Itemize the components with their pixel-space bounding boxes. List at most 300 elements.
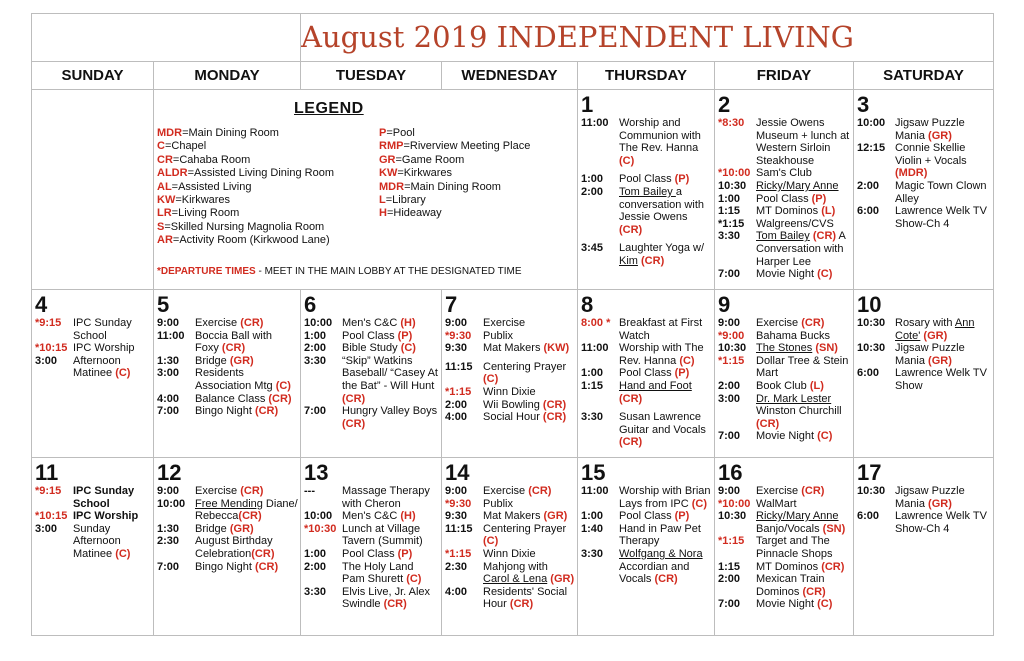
event-time: *9:30: [445, 497, 472, 510]
legend-item: [157, 194, 334, 207]
legend-definition: =Main Dining Room: [182, 127, 279, 139]
event-time: 10:30: [857, 485, 886, 497]
event-description: Publix: [483, 497, 513, 510]
event-time: *1:15: [445, 547, 472, 560]
event-description: Target and The Pinnacle Shops: [756, 535, 833, 560]
event-description: MT Dominos (CR): [756, 560, 845, 573]
legend-definition: =Activity Room (Kirkwood Lane): [172, 234, 330, 247]
event-time: 3:00: [718, 392, 741, 405]
event-description: Pool Class (P): [619, 173, 690, 186]
title-row: [32, 14, 994, 62]
event-item: [445, 342, 575, 355]
event-description: Bible Study (C): [342, 342, 416, 355]
event-item: [718, 380, 851, 393]
event-time: 2:00: [445, 398, 468, 411]
day-header-monday: MONDAY: [154, 62, 301, 90]
event-item: [718, 193, 851, 206]
event-time: 1:15: [581, 379, 604, 392]
event-time: 4:00: [445, 411, 468, 424]
event-time: 3:00: [35, 522, 58, 535]
event-description: Ricky/Mary Anne Banjo/Vocals (SN): [756, 510, 846, 535]
day-cell: [854, 458, 994, 636]
event-time: 8:00 *: [581, 317, 611, 329]
departure-note: [157, 265, 522, 278]
event-item: [857, 342, 991, 367]
event-description: Dr. Mark Lester Winston Churchill (CR): [756, 392, 842, 430]
legend-definition: =Main Dining Room: [404, 180, 501, 193]
event-time: 9:00: [718, 317, 741, 329]
event-time: 6:00: [857, 205, 880, 218]
event-item: [445, 317, 575, 330]
event-description: Hand in Paw Pet Therapy: [619, 522, 701, 548]
event-item: [445, 386, 575, 399]
event-item: [157, 498, 298, 523]
event-item: [157, 317, 298, 330]
legend-key: GR: [379, 153, 396, 166]
event-description: Worship with Brian Lays from IPC (C): [619, 485, 711, 510]
event-item: [445, 561, 575, 586]
event-description: Exercise (CR): [756, 317, 825, 329]
event-item: [581, 411, 712, 449]
event-item: [857, 510, 991, 535]
event-description: Bingo Night (CR): [195, 405, 279, 418]
page-title: August 2019 INDEPENDENT LIVING: [301, 14, 994, 62]
legend-item: [379, 154, 530, 167]
event-description: Jessie Owens Museum + lunch at Western Sirloin Steakhouse: [756, 117, 850, 167]
event-description: Jigsaw Puzzle Mania (GR): [895, 485, 965, 510]
event-description: Exercise (CR): [756, 485, 825, 497]
event-item: [857, 205, 991, 230]
event-time: 2:00: [857, 179, 880, 192]
event-time: 2:00: [581, 185, 604, 198]
day-number: 17: [857, 460, 882, 485]
event-item: [581, 173, 712, 186]
event-description: Mexican Train Dominos (CR): [756, 573, 826, 598]
event-time: *9:15: [35, 317, 62, 329]
event-description: Connie Skellie Violin + Vocals (MDR): [895, 142, 967, 180]
day-cell: [578, 90, 715, 290]
legend-definition: =Skilled Nursing Magnolia Room: [164, 220, 325, 233]
event-description: Movie Night (C): [756, 268, 833, 281]
event-description: Pool Class (P): [619, 367, 690, 380]
day-cell: [301, 290, 442, 458]
event-time: 1:15: [718, 205, 741, 218]
event-item: [157, 367, 298, 392]
event-description: Residents Association Mtg (C): [195, 367, 291, 392]
legend-key: MDR: [379, 180, 405, 193]
legend-item: [379, 181, 530, 194]
event-item: [857, 367, 991, 392]
event-time: 3:30: [304, 585, 327, 598]
legend-item: [157, 167, 334, 180]
event-time: 9:00: [445, 317, 468, 329]
event-time: *10:15: [35, 342, 68, 355]
legend-definition: =Living Room: [171, 207, 240, 220]
event-item: [857, 317, 991, 342]
legend-key: CR: [157, 153, 173, 166]
legend-item: [157, 234, 334, 247]
event-item: [304, 510, 439, 523]
event-time: 10:30: [857, 317, 886, 329]
event-item: [304, 586, 439, 611]
legend-definition: =Pool: [386, 127, 415, 139]
legend-definition: =Kirkwares: [397, 167, 453, 180]
event-item: [718, 317, 851, 330]
day-cell: [715, 458, 854, 636]
event-item: [157, 561, 298, 574]
event-time: 1:00: [581, 173, 604, 186]
day-number: 8: [581, 292, 594, 317]
event-time: *8:30: [718, 117, 745, 129]
legend-definition: =Kirkwares: [175, 194, 231, 207]
event-time: 9:00: [718, 485, 741, 497]
event-time: ---: [304, 485, 315, 497]
legend-box: [154, 90, 578, 290]
event-description: Worship with The Rev. Hanna (C): [619, 342, 704, 367]
event-description: Exercise: [483, 317, 526, 329]
event-description: Tom Bailey a conversation with Jessie Owens (CR): [619, 185, 704, 236]
day-header-saturday: SATURDAY: [854, 62, 994, 90]
event-time: 10:30: [718, 342, 747, 355]
event-description: Sunday Afternoon Matinee (C): [73, 522, 131, 560]
event-time: 11:00: [581, 342, 609, 355]
event-description: Breakfast at First Watch: [619, 317, 703, 342]
event-description: Mat Makers (KW): [483, 342, 570, 355]
event-description: Lawrence Welk TV Show-Ch 4: [895, 510, 987, 535]
legend-key: C: [157, 140, 165, 153]
event-description: Walgreens/CVS: [756, 217, 834, 230]
day-cell: [854, 90, 994, 290]
legend-item: [379, 207, 530, 220]
event-item: [857, 142, 991, 180]
event-item: [581, 342, 712, 367]
event-description: MT Dominos (L): [756, 205, 836, 218]
legend-title: LEGEND: [294, 100, 364, 117]
event-item: [718, 180, 851, 193]
event-time: 1:00: [304, 329, 327, 342]
event-description: Ricky/Mary Anne: [756, 179, 839, 192]
event-time: 2:00: [718, 379, 741, 392]
event-item: [718, 430, 851, 443]
event-time: 3:30: [581, 411, 604, 424]
event-item: [718, 330, 851, 343]
day-header-wednesday: WEDNESDAY: [442, 62, 578, 90]
event-time: *1:15: [718, 535, 745, 548]
event-description: August Birthday Celebration(CR): [195, 535, 275, 560]
event-time: 3:00: [157, 367, 180, 380]
legend-key: KW: [379, 167, 398, 180]
event-description: Pool Class (P): [342, 329, 413, 342]
event-description: Book Club (L): [756, 379, 824, 392]
day-number: 4: [35, 292, 48, 317]
event-item: [35, 485, 151, 510]
event-description: Balance Class (CR): [195, 392, 292, 405]
event-item: [857, 180, 991, 205]
event-description: Pool Class (P): [342, 547, 413, 560]
event-time: 7:00: [718, 268, 741, 281]
event-time: *10:00: [718, 167, 751, 180]
event-item: [718, 498, 851, 511]
legend-definition: =Chapel: [164, 140, 207, 153]
event-description: The Stones (SN): [756, 342, 838, 355]
day-cell: [32, 290, 154, 458]
event-description: The Holy Land Pam Shurett (C): [342, 560, 422, 586]
event-description: Bridge (GR): [195, 354, 254, 367]
event-item: [581, 380, 712, 405]
event-item: [718, 268, 851, 281]
event-description: Men's C&C (H): [342, 317, 416, 329]
event-item: [718, 218, 851, 231]
event-item: [304, 330, 439, 343]
event-item: [581, 510, 712, 523]
event-time: 9:00: [157, 485, 180, 497]
event-description: Jigsaw Puzzle Mania (GR): [895, 342, 965, 367]
event-description: Lawrence Welk TV Show: [895, 367, 987, 392]
event-description: Rosary with Ann Cote' (GR): [895, 317, 975, 342]
legend-key: ALDR: [157, 167, 188, 180]
event-time: 6:00: [857, 510, 880, 523]
day-number: 5: [157, 292, 170, 317]
event-item: [718, 535, 851, 560]
event-description: Tom Bailey (CR) A Conversation with Harper Lee: [756, 230, 846, 268]
event-time: 3:30: [718, 230, 741, 243]
event-time: 10:30: [718, 510, 747, 523]
event-description: Exercise (CR): [483, 485, 552, 497]
event-description: Winn Dixie: [483, 547, 536, 560]
event-description: “Skip” Watkins Baseball/ “Casey At the Bat” - Will Hunt (CR): [342, 354, 438, 405]
event-time: 3:30: [581, 547, 604, 560]
event-description: IPC Sunday School: [73, 485, 135, 510]
event-item: [718, 342, 851, 355]
day-number: 3: [857, 92, 870, 117]
event-description: Boccia Ball with Foxy (CR): [195, 329, 273, 355]
event-description: Bingo Night (CR): [195, 560, 279, 573]
event-time: 10:00: [157, 497, 186, 510]
event-item: [718, 485, 851, 498]
day-cell: [301, 458, 442, 636]
event-item: [445, 485, 575, 498]
legend-item: [379, 127, 530, 140]
day-number: 10: [857, 292, 882, 317]
week-row: [32, 458, 994, 636]
legend-key: AR: [157, 234, 173, 247]
event-item: [445, 510, 575, 523]
event-item: [581, 548, 712, 586]
departure-note-text: - MEET IN THE MAIN LOBBY AT THE DESIGNATED TIME: [255, 266, 522, 277]
day-header-friday: FRIDAY: [715, 62, 854, 90]
day-number: 14: [445, 460, 470, 485]
day-number: 2: [718, 92, 731, 117]
event-time: *10:30: [304, 522, 337, 535]
week-row: [32, 90, 994, 290]
event-description: Movie Night (C): [756, 430, 833, 443]
legend-item: [379, 140, 530, 153]
event-description: IPC Worship: [73, 342, 135, 355]
event-description: Laughter Yoga w/ Kim (CR): [619, 242, 705, 267]
event-item: [304, 355, 439, 405]
day-number: 15: [581, 460, 606, 485]
legend-definition: =Assisted Living Dining Room: [187, 167, 334, 180]
event-item: [718, 561, 851, 574]
legend-definition: =Hideaway: [386, 207, 442, 220]
day-number: 11: [35, 460, 59, 485]
event-item: [581, 186, 712, 236]
legend-definition: =Library: [385, 194, 426, 207]
day-cell: [154, 290, 301, 458]
legend-item: [379, 167, 530, 180]
event-item: [581, 523, 712, 548]
day-cell: [715, 90, 854, 290]
day-number: 16: [718, 460, 743, 485]
day-cell: [442, 458, 578, 636]
event-item: [718, 393, 851, 431]
event-description: Afternoon Matinee (C): [73, 354, 131, 380]
event-item: [718, 355, 851, 380]
event-item: [718, 167, 851, 180]
event-time: *10:15: [35, 510, 68, 523]
event-description: Mat Makers (GR): [483, 510, 568, 523]
event-time: 1:30: [157, 354, 180, 367]
event-item: [857, 117, 991, 142]
legend-definition: =Cahaba Room: [172, 153, 251, 166]
event-time: *1:15: [445, 385, 472, 398]
event-time: 3:30: [304, 354, 327, 367]
day-number: 12: [157, 460, 182, 485]
day-number: 7: [445, 292, 458, 317]
legend-item: [379, 194, 530, 207]
event-item: [445, 361, 575, 386]
event-time: *10:00: [718, 497, 751, 510]
event-description: Centering Prayer (C): [483, 360, 567, 386]
legend-item: [157, 154, 334, 167]
event-time: *1:15: [718, 217, 745, 230]
event-item: [157, 393, 298, 406]
event-time: 7:00: [718, 430, 741, 443]
legend-key: MDR: [157, 127, 183, 139]
event-description: Winn Dixie: [483, 385, 536, 398]
day-cell: [154, 458, 301, 636]
event-time: 3:00: [35, 354, 58, 367]
event-item: [304, 561, 439, 586]
event-description: Hand and Foot (CR): [619, 379, 692, 405]
event-item: [718, 117, 851, 167]
event-time: 2:00: [304, 342, 327, 355]
event-time: 9:30: [445, 510, 468, 523]
event-description: Jigsaw Puzzle Mania (GR): [895, 117, 965, 142]
event-item: [718, 205, 851, 218]
event-item: [35, 510, 151, 523]
event-time: 10:00: [857, 117, 886, 129]
event-time: 1:00: [581, 367, 604, 380]
event-time: 1:00: [718, 192, 741, 205]
legend-key: S: [157, 220, 165, 233]
event-time: 9:30: [445, 342, 468, 355]
event-item: [445, 411, 575, 424]
week-row: [32, 290, 994, 458]
event-time: 10:00: [304, 510, 333, 523]
legend-key: LR: [157, 207, 172, 220]
event-description: Lunch at Village Tavern (Summit): [342, 522, 423, 548]
event-time: 6:00: [857, 367, 880, 380]
legend-item: [157, 207, 334, 220]
event-time: 9:00: [157, 317, 180, 329]
event-item: [304, 342, 439, 355]
event-time: 11:15: [445, 522, 473, 535]
event-item: [304, 523, 439, 548]
departure-note-key: *DEPARTURE TIMES: [157, 266, 256, 277]
event-item: [718, 573, 851, 598]
event-item: [157, 485, 298, 498]
event-description: WalMart: [756, 497, 797, 510]
event-time: 11:00: [157, 329, 185, 342]
event-item: [445, 523, 575, 548]
legend-key: L: [379, 194, 386, 207]
day-header-row: [32, 62, 994, 90]
event-item: [35, 355, 151, 380]
legend-definition: =Assisted Living: [171, 180, 252, 193]
legend-item: [157, 127, 334, 140]
day-number: 6: [304, 292, 317, 317]
event-description: Dollar Tree & Stein Mart: [756, 354, 849, 380]
event-item: [718, 230, 851, 268]
event-description: IPC Worship: [73, 510, 139, 523]
event-time: 7:00: [157, 405, 180, 418]
legend-key: AL: [157, 180, 172, 193]
event-time: *9:30: [445, 329, 472, 342]
event-item: [445, 498, 575, 511]
day-header-thursday: THURSDAY: [578, 62, 715, 90]
event-description: Wii Bowling (CR): [483, 398, 567, 411]
event-description: Sam's Club: [756, 167, 812, 180]
legend-item: [157, 140, 334, 153]
event-time: 7:00: [157, 560, 180, 573]
legend-item: [157, 221, 334, 234]
event-item: [157, 330, 298, 355]
event-time: 1:30: [157, 522, 180, 535]
event-item: [157, 355, 298, 368]
day-number: 9: [718, 292, 731, 317]
event-item: [35, 342, 151, 355]
event-item: [304, 317, 439, 330]
event-description: Wolfgang & Nora Accordian and Vocals (CR): [619, 547, 703, 586]
title-spacer: [32, 14, 154, 62]
event-item: [718, 598, 851, 611]
event-item: [581, 242, 712, 267]
event-time: 7:00: [304, 405, 327, 418]
event-time: 3:45: [581, 242, 604, 255]
event-description: Massage Therapy with Cheron: [342, 485, 430, 510]
day-cell: [854, 290, 994, 458]
event-description: Worship and Communion with The Rev. Hanna (C): [619, 117, 701, 167]
event-time: 4:00: [157, 392, 180, 405]
event-item: [304, 485, 439, 510]
legend-definition: =Riverview Meeting Place: [403, 140, 531, 153]
event-time: 9:00: [445, 485, 468, 497]
day-cell: [578, 290, 715, 458]
legend-item: [157, 181, 334, 194]
day-cell: [32, 458, 154, 636]
event-description: Susan Lawrence Guitar and Vocals (CR): [619, 411, 706, 449]
event-description: Magic Town Clown Alley: [895, 179, 987, 205]
event-description: Men's C&C (H): [342, 510, 416, 523]
event-description: Movie Night (C): [756, 598, 833, 611]
event-item: [445, 548, 575, 561]
event-item: [718, 510, 851, 535]
event-time: 10:30: [857, 342, 886, 355]
day-cell: [442, 290, 578, 458]
event-description: Publix: [483, 329, 513, 342]
event-time: *9:15: [35, 485, 62, 497]
